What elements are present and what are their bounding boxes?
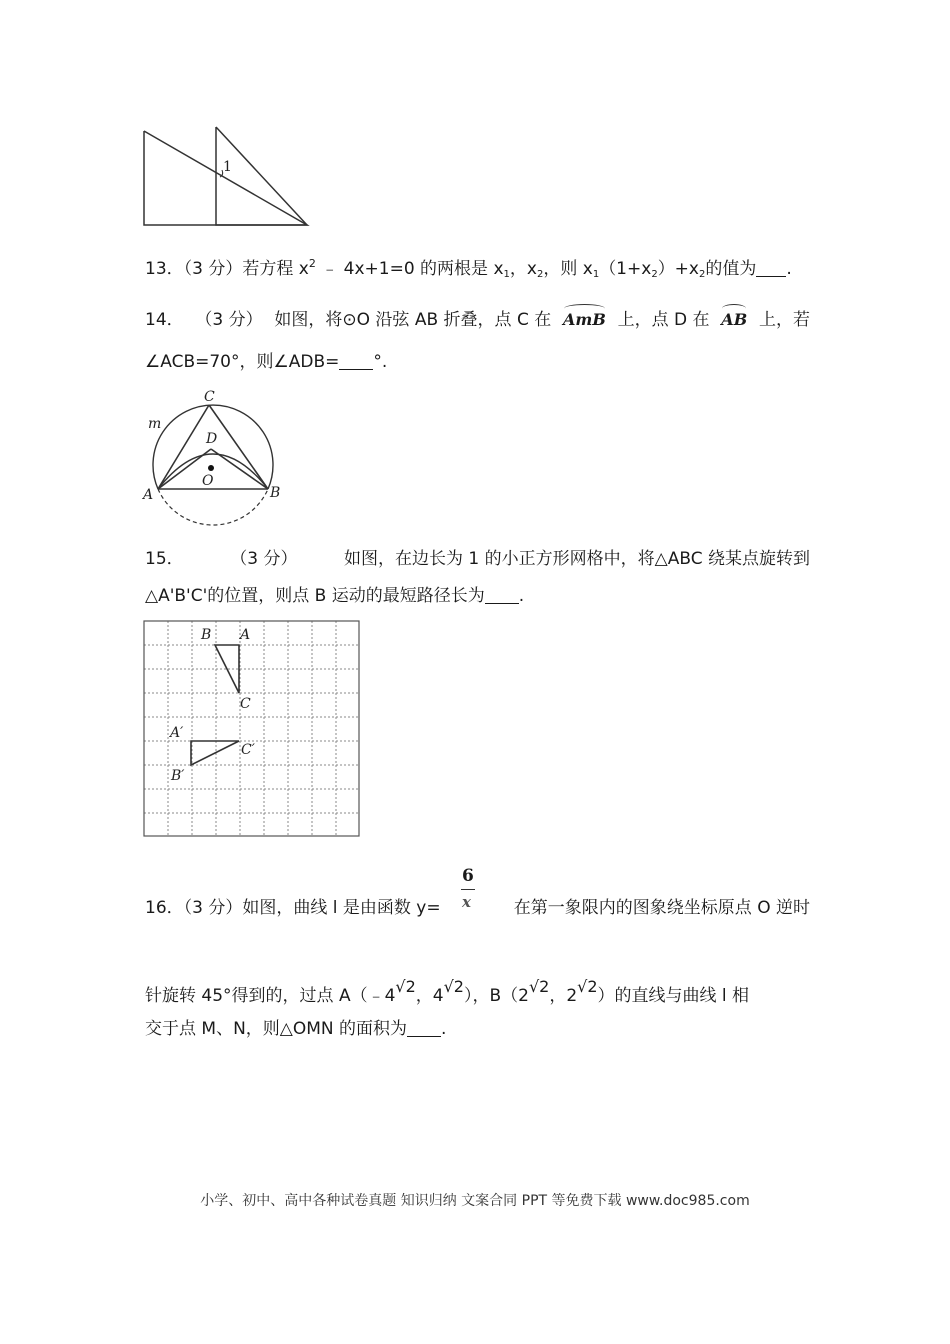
q13-sub2: 2 <box>536 269 544 280</box>
label-b: B <box>201 627 212 643</box>
q13-end: . <box>786 259 792 279</box>
label-a-prime: A′ <box>170 725 184 741</box>
line-bc <box>209 405 268 489</box>
q16-score: （3 分） <box>183 898 243 918</box>
q16-line2e: ）的直线与曲线 l 相 <box>597 986 750 1006</box>
fraction-numerator: 6 <box>462 866 474 886</box>
q13-text-e: （1+x <box>599 259 652 279</box>
q14-part1: 如图，将⊙O 沿弦 AB 折叠，点 C 在 <box>274 310 552 330</box>
fraction-bar <box>461 889 475 890</box>
q15-end: . <box>518 586 525 606</box>
q15-number: 15． <box>145 549 184 569</box>
page-footer: 小学、初中、高中各种试卷真题 知识归纳 文案合同 PPT 等免费下载 www.doc985.com <box>200 1193 750 1209</box>
question-16-line3 <box>145 1017 810 1041</box>
question-16-line1 <box>145 896 810 920</box>
question-15-line1 <box>145 547 810 571</box>
q13-text-a: 若方程 x <box>242 259 309 279</box>
q13-text-b: ﹣ 4x+1=0 的两根是 x <box>315 259 504 279</box>
figure-circle <box>140 385 290 530</box>
arc-amb: AmB <box>563 308 606 332</box>
triangle-a1b1c1 <box>191 741 239 765</box>
q15-score: （3 分） <box>230 549 298 569</box>
figure-grid <box>143 620 361 838</box>
q14-number: 14． <box>145 310 184 330</box>
question-14-line2 <box>145 350 810 374</box>
triangle-left <box>144 131 307 225</box>
q13-sub5: 2 <box>699 269 706 280</box>
label-d: D <box>206 431 218 447</box>
line-bd <box>211 449 268 489</box>
triangle-abc <box>215 645 239 693</box>
triangle-right <box>216 127 307 225</box>
fraction-denominator: x <box>462 893 471 911</box>
q15-line1: 如图，在边长为 1 的小正方形网格中，将△ABC 绕某点旋转到 <box>344 549 810 569</box>
q16-part1: 如图，曲线 l 是由函数 y= <box>242 898 441 918</box>
q13-score: （3 分） <box>183 259 243 279</box>
q14-part2: 上，点 D 在 <box>617 310 710 330</box>
circle-lower-arc-dashed <box>158 489 268 525</box>
q13-text-d: ，则 x <box>543 259 593 279</box>
sqrt-2-d: √2 <box>577 977 598 996</box>
q16-line2a: 针旋转 45°得到的，过点 A（﹣4 <box>145 986 396 1006</box>
q14-end: °. <box>373 352 388 372</box>
q13-sub3: 1 <box>592 269 600 280</box>
q13-sub4: 2 <box>651 269 658 280</box>
q13-sub1: 1 <box>503 269 510 280</box>
q16-line2b: ，4 <box>415 986 444 1006</box>
angle-label-1: 1 <box>223 159 232 175</box>
center-point-o <box>208 465 214 471</box>
label-b: B <box>270 485 281 501</box>
label-m: m <box>148 416 162 432</box>
arc-ab: AB <box>721 308 747 332</box>
figure-triangles <box>140 122 315 232</box>
label-a: A <box>143 487 154 503</box>
q13-sup: 2 <box>308 257 316 270</box>
q14-score: （3 分） <box>195 310 263 330</box>
q13-text-g: 的值为 <box>705 259 757 279</box>
sqrt-2-c: √2 <box>528 977 550 996</box>
label-c: C <box>240 696 251 712</box>
sqrt-2-a: √2 <box>395 977 416 996</box>
label-o: O <box>202 473 214 489</box>
label-c: C <box>204 389 215 405</box>
q13-answer-blank[interactable] <box>756 260 786 277</box>
q13-text-f: ）+x <box>657 259 699 279</box>
q15-line2: △A'B'C'的位置，则点 B 运动的最短路径长为 <box>145 586 485 606</box>
label-a: A <box>240 627 251 643</box>
q16-end: . <box>441 1019 447 1039</box>
q13-text-c: ，x <box>509 259 537 279</box>
q14-answer-blank[interactable] <box>339 353 373 370</box>
q16-number: 16． <box>145 898 184 918</box>
label-b-prime: B′ <box>171 768 185 784</box>
q14-part3: 上，若 <box>759 310 810 330</box>
question-14-line1 <box>145 308 810 332</box>
q16-part2: 在第一象限内的图象绕坐标原点 O 逆时 <box>513 898 810 918</box>
question-15-line2 <box>145 584 810 608</box>
q16-line2c: ），B（2 <box>463 986 529 1006</box>
q16-line2d: ，2 <box>549 986 578 1006</box>
q16-answer-blank[interactable] <box>407 1020 441 1037</box>
q13-number: 13． <box>145 259 184 279</box>
q16-line3: 交于点 M、N，则△OMN 的面积为 <box>145 1019 408 1039</box>
q14-line2: ∠ACB=70°，则∠ADB= <box>145 352 340 372</box>
sqrt-2-b: √2 <box>443 977 464 996</box>
question-13 <box>145 252 810 287</box>
question-16-line2 <box>145 975 810 1008</box>
q15-answer-blank[interactable] <box>485 587 519 604</box>
label-c-prime: C′ <box>241 742 255 758</box>
